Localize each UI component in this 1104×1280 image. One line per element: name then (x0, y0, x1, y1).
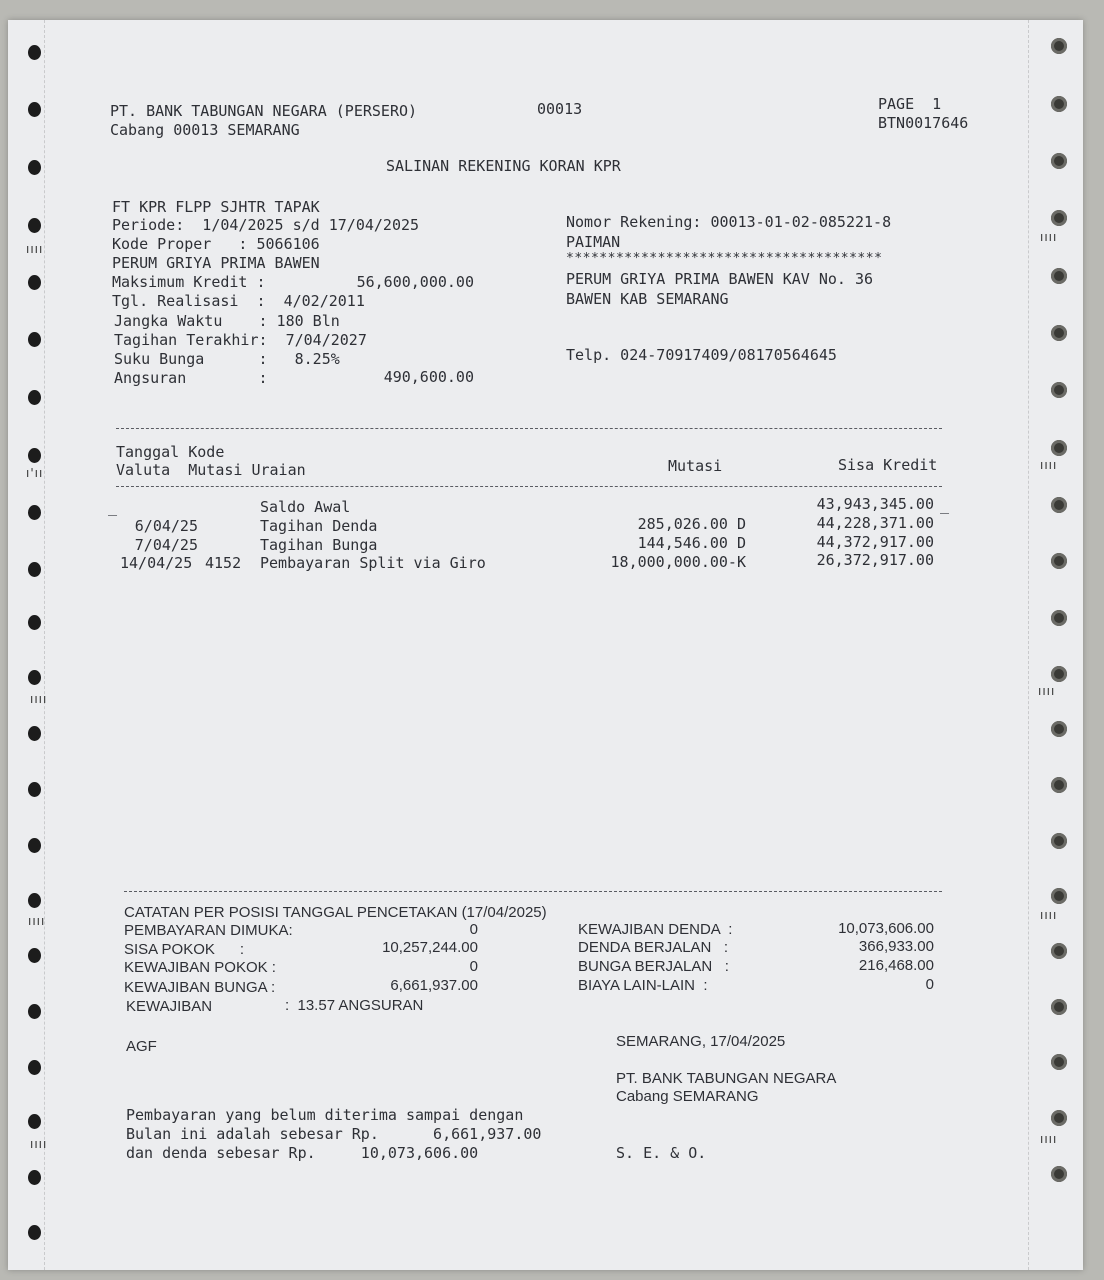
row-mutasi: 18,000,000.00-K (610, 553, 746, 571)
bank-name: PT. BANK TABUNGAN NEGARA (PERSERO) (110, 102, 418, 120)
signature-bank: PT. BANK TABUNGAN NEGARA (616, 1070, 837, 1087)
suku-bunga: Suku Bunga : 8.25% (114, 350, 340, 368)
tractor-hole (1051, 721, 1067, 737)
tractor-hole (1051, 553, 1067, 569)
tractor-hole (28, 275, 41, 290)
tractor-hole (1051, 382, 1067, 398)
row-tanggal: 6/04/25 (134, 517, 198, 535)
row-uraian: Tagihan Bunga (260, 536, 378, 554)
row-kode: 4152 (205, 554, 242, 572)
table-header-tanggal-kode: Tanggal Kode (116, 443, 225, 461)
maksimum-kredit-label: Maksimum Kredit : (112, 273, 266, 291)
row-sisa-kredit: 26,372,917.00 (816, 551, 934, 569)
tractor-hole (28, 893, 41, 908)
row-mutasi: 285,026.00 D (637, 515, 746, 533)
address-line-1: PERUM GRIYA PRIMA BAWEN KAV No. 36 (566, 270, 874, 288)
tractor-hole (28, 1225, 41, 1240)
tractor-hole (28, 1170, 41, 1185)
row-mutasi: 144,546.00 D (637, 534, 746, 552)
tractor-hole (1051, 943, 1067, 959)
perforation-marks: ıııı (1040, 230, 1058, 244)
tractor-hole (1051, 210, 1067, 226)
tractor-hole (1051, 610, 1067, 626)
tractor-hole (1051, 888, 1067, 904)
row-tanggal: 7/04/25 (134, 536, 198, 554)
row-uraian: Pembayaran Split via Giro (260, 554, 486, 572)
tractor-hole (28, 160, 41, 175)
account-holder-name: PAIMAN (566, 233, 621, 251)
periode: Periode: 1/04/2025 s/d 17/04/2025 (112, 216, 420, 234)
angsuran-label: Angsuran : (114, 369, 268, 387)
bunga-berjalan-label: BUNGA BERJALAN : (578, 958, 729, 975)
payment-note-line-1: Pembayaran yang belum diterima sampai dengan (126, 1106, 524, 1124)
asterisk-separator: ************************************** (566, 251, 883, 266)
row-tanggal: 14/04/25 (120, 554, 193, 572)
perforation-marks: ıııı (28, 914, 46, 928)
tractor-hole (1051, 833, 1067, 849)
kewajiban-denda-value: 10,073,606.00 (838, 920, 934, 937)
pembayaran-dimuka-value: 0 (469, 921, 478, 938)
tractor-hole (1051, 1166, 1067, 1182)
tractor-hole (28, 948, 41, 963)
kewajiban-pokok-value: 0 (469, 958, 478, 975)
catatan-title: CATATAN PER POSISI TANGGAL PENCETAKAN (17/04/2025) (124, 904, 547, 921)
tractor-hole (28, 332, 41, 347)
statement-paper (8, 20, 1083, 1270)
kewajiban-label: KEWAJIBAN (126, 998, 213, 1015)
kewajiban-pokok-label: KEWAJIBAN POKOK : (124, 959, 276, 976)
tractor-hole (1051, 666, 1067, 682)
page-number: PAGE 1 (878, 95, 942, 113)
row-sisa-kredit: 44,372,917.00 (816, 533, 934, 551)
perforation-marks: ıııı (1040, 908, 1058, 922)
perforation-marks: ıııı (30, 1137, 48, 1151)
kewajiban-bunga-label: KEWAJIBAN BUNGA : (124, 979, 276, 996)
tractor-hole (1051, 96, 1067, 112)
denda-berjalan-label: DENDA BERJALAN : (578, 939, 729, 956)
tractor-hole (28, 505, 41, 520)
tractor-hole (28, 782, 41, 797)
sisa-pokok-label: SISA POKOK : (124, 941, 245, 958)
perforation-marks: ıııı (1040, 1132, 1058, 1146)
kode-proper: Kode Proper : 5066106 (112, 235, 320, 253)
place-date: SEMARANG, 17/04/2025 (616, 1033, 786, 1050)
bunga-berjalan-value: 216,468.00 (858, 957, 934, 974)
tractor-hole (1051, 268, 1067, 284)
document-id: BTN0017646 (878, 114, 969, 132)
kewajiban-bunga-value: 6,661,937.00 (390, 977, 478, 994)
branch-name: Cabang 00013 SEMARANG (110, 121, 300, 139)
tractor-hole (28, 562, 41, 577)
biaya-lain-value: 0 (925, 976, 934, 993)
perforation-marks: ı'ıı (26, 466, 44, 480)
tractor-hole (1051, 325, 1067, 341)
product-name: FT KPR FLPP SJHTR TAPAK (112, 198, 320, 216)
tgl-realisasi: Tgl. Realisasi : 4/02/2011 (112, 292, 365, 310)
table-header-mutasi: Mutasi (668, 457, 723, 475)
tractor-hole (1051, 1110, 1067, 1126)
perforation-marks: ıııı (26, 242, 44, 256)
dashed-rule (116, 428, 942, 429)
pembayaran-dimuka-label: PEMBAYARAN DIMUKA: (124, 922, 293, 939)
tractor-hole (28, 615, 41, 630)
row-sisa-kredit: 44,228,371.00 (816, 514, 934, 532)
agf-code: AGF (126, 1038, 157, 1055)
tractor-hole (1051, 777, 1067, 793)
tractor-hole (1051, 153, 1067, 169)
row-uraian: Saldo Awal (260, 498, 351, 516)
tractor-hole (28, 45, 41, 60)
payment-note-line-2: Bulan ini adalah sebesar Rp. 6,661,937.00 (126, 1125, 542, 1143)
payment-note-line-3: dan denda sebesar Rp. 10,073,606.00 (126, 1144, 479, 1162)
tractor-hole (28, 448, 41, 463)
branch-code: 00013 (537, 100, 583, 118)
row-uraian: Tagihan Denda (260, 517, 378, 535)
tractor-hole (28, 1060, 41, 1075)
tractor-hole (28, 218, 41, 233)
address-line-2: BAWEN KAB SEMARANG (566, 290, 729, 308)
tractor-hole (1051, 999, 1067, 1015)
jangka-waktu: Jangka Waktu : 180 Bln (114, 312, 340, 330)
tractor-hole (28, 102, 41, 117)
tractor-hole (1051, 440, 1067, 456)
table-header-sisa-kredit: Sisa Kredit (838, 456, 938, 474)
denda-berjalan-value: 366,933.00 (858, 938, 934, 955)
tractor-hole (28, 838, 41, 853)
maksimum-kredit-value: 56,600,000.00 (356, 273, 474, 291)
perforation-marks: ıııı (1040, 458, 1058, 472)
tractor-hole (1051, 1054, 1067, 1070)
tractor-hole (28, 1114, 41, 1129)
margin-dash: _ (940, 496, 950, 514)
perforation-marks: ıııı (30, 692, 48, 706)
perum-name: PERUM GRIYA PRIMA BAWEN (112, 254, 320, 272)
row-sisa-kredit: 43,943,345.00 (816, 495, 934, 513)
table-header-valuta-uraian: Valuta Mutasi Uraian (116, 461, 306, 479)
nomor-rekening: Nomor Rekening: 00013-01-02-085221-8 (566, 213, 892, 231)
right-perforation (1028, 20, 1030, 1270)
document-title: SALINAN REKENING KORAN KPR (386, 157, 621, 175)
sisa-pokok-value: 10,257,244.00 (382, 939, 478, 956)
tractor-hole (1051, 497, 1067, 513)
tractor-hole (28, 1004, 41, 1019)
biaya-lain-label: BIAYA LAIN-LAIN : (578, 977, 708, 994)
tractor-hole (1051, 38, 1067, 54)
tractor-hole (28, 670, 41, 685)
dashed-rule (124, 891, 942, 892)
tractor-hole (28, 390, 41, 405)
phone: Telp. 024-70917409/08170564645 (566, 346, 837, 364)
left-perforation (44, 20, 46, 1270)
tractor-hole (28, 726, 41, 741)
perforation-marks: ıııı (1038, 684, 1056, 698)
errors-omissions-note: S. E. & O. (616, 1144, 707, 1162)
tagihan-terakhir: Tagihan Terakhir: 7/04/2027 (114, 331, 367, 349)
angsuran-value: 490,600.00 (383, 368, 474, 386)
margin-dash: _ (108, 498, 118, 516)
signature-branch: Cabang SEMARANG (616, 1088, 759, 1105)
kewajiban-angsuran: : 13.57 ANGSURAN (285, 997, 424, 1014)
kewajiban-denda-label: KEWAJIBAN DENDA : (578, 921, 733, 938)
dashed-rule (116, 486, 942, 487)
